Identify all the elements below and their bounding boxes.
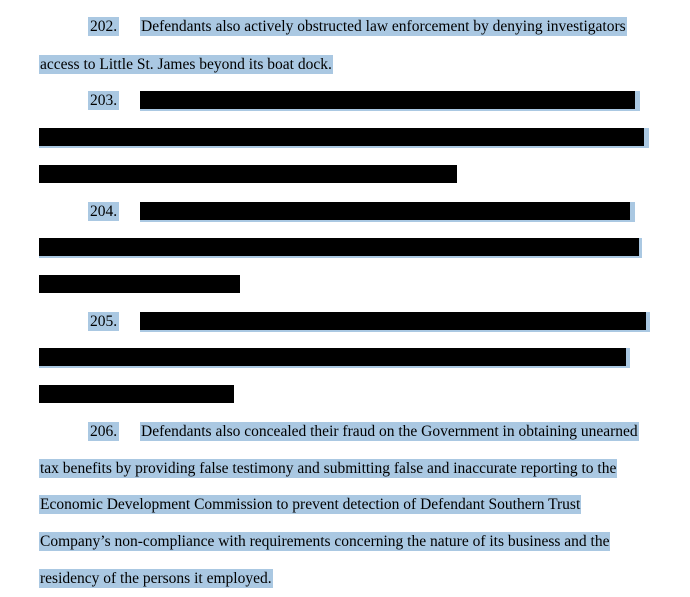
redaction-bar [39, 385, 234, 403]
paragraph-number-203: 203. [90, 92, 118, 109]
paragraph-206-line-5 [39, 569, 273, 588]
paragraph-206-text-2: tax benefits by providing false testimony and submitting false and inaccurate reporting to the [40, 460, 617, 477]
paragraph-206-text-4: Company’s non-compliance with requirements concerning the nature of its business and the [40, 533, 610, 550]
paragraph-number-204: 204. [90, 203, 118, 220]
paragraph-number-202: 202. [90, 18, 118, 35]
redaction-bar [140, 91, 635, 109]
paragraph-206-line-1 [140, 422, 639, 441]
paragraph-206-text-5: residency of the persons it employed. [40, 570, 272, 587]
paragraph-202-line-1 [140, 17, 627, 36]
redaction-bar [140, 202, 630, 220]
paragraph-206-text-1: Defendants also concealed their fraud on the Government in obtaining unearned [141, 423, 638, 440]
redaction-bar [39, 128, 644, 146]
paragraph-206-line-4 [39, 532, 610, 551]
paragraph-202-text-1: Defendants also actively obstructed law enforcement by denying investigators [141, 18, 626, 35]
redaction-bar [39, 165, 457, 183]
paragraph-206-line-2 [39, 459, 617, 478]
paragraph-202-text-2: access to Little St. James beyond its boat dock. [40, 56, 332, 73]
paragraph-206-line-3 [39, 495, 581, 514]
paragraph-202-line-2 [39, 55, 333, 74]
redaction-bar [39, 238, 639, 256]
redaction-bar [39, 348, 626, 366]
redaction-bar [140, 312, 646, 330]
paragraph-206-text-3: Economic Development Commission to prevent detection of Defendant Southern Trust [40, 496, 581, 513]
redaction-bar [39, 275, 240, 293]
paragraph-number-205: 205. [90, 313, 118, 330]
paragraph-number-206: 206. [90, 423, 118, 440]
